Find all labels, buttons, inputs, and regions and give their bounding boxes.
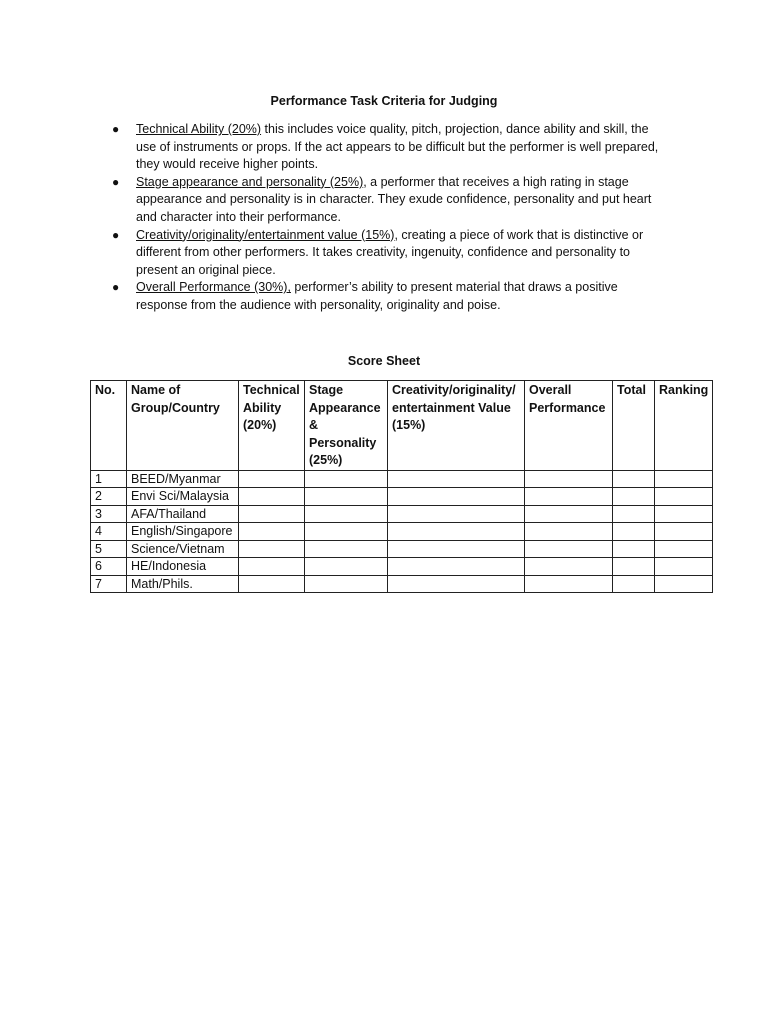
header-no (91, 381, 127, 471)
cell-total[interactable] (613, 470, 655, 488)
cell-technical[interactable] (239, 540, 305, 558)
cell-overall[interactable] (525, 558, 613, 576)
cell-overall[interactable] (525, 540, 613, 558)
criteria-text: this includes voice quality, pitch, projection, dance ability and skill, the use of instruments or props. If the act appears to be difficult but the performer is well prepared, they would receive higher points. (136, 122, 659, 172)
cell-no: 5 (91, 540, 127, 558)
cell-technical[interactable] (239, 470, 305, 488)
bullet-icon: ● (112, 174, 120, 189)
criteria-item (110, 174, 670, 227)
header-line: No. (95, 383, 116, 397)
cell-technical[interactable] (239, 523, 305, 541)
score-sheet-title: Score Sheet (347, 354, 421, 368)
cell-no: 6 (91, 558, 127, 576)
cell-total[interactable] (613, 505, 655, 523)
header-line: Performance (529, 400, 606, 415)
cell-overall[interactable] (525, 470, 613, 488)
header-line: Appearance (309, 400, 381, 415)
header-line: (25%) (309, 453, 343, 468)
cell-stage[interactable] (305, 470, 388, 488)
cell-total[interactable] (613, 575, 655, 593)
cell-creativity[interactable] (388, 575, 525, 593)
header-line: (15%) (392, 418, 426, 433)
cell-overall[interactable] (525, 488, 613, 506)
criteria-label: Technical Ability (20%) (136, 122, 262, 136)
header-line: Ability (243, 400, 282, 415)
cell-total[interactable] (613, 488, 655, 506)
header-line: Total (617, 383, 646, 397)
cell-no: 2 (91, 488, 127, 506)
cell-creativity[interactable] (388, 505, 525, 523)
cell-ranking[interactable] (655, 558, 713, 576)
cell-overall[interactable] (525, 523, 613, 541)
cell-no: 4 (91, 523, 127, 541)
cell-ranking[interactable] (655, 523, 713, 541)
table-header-row (91, 381, 713, 471)
cell-group: English/Singapore (127, 523, 239, 541)
cell-ranking[interactable] (655, 488, 713, 506)
cell-group: Science/Vietnam (127, 540, 239, 558)
header-line: entertainment Value (392, 400, 511, 415)
header-line: (20%) (243, 418, 277, 433)
table-row (91, 470, 713, 488)
cell-ranking[interactable] (655, 575, 713, 593)
cell-group: AFA/Thailand (127, 505, 239, 523)
criteria-item (110, 227, 670, 280)
criteria-item (110, 279, 670, 314)
table-row (91, 505, 713, 523)
cell-ranking[interactable] (655, 540, 713, 558)
score-sheet-table (90, 380, 713, 593)
header-ranking (655, 381, 713, 471)
header-line: Overall (529, 383, 572, 397)
cell-technical[interactable] (239, 488, 305, 506)
cell-stage[interactable] (305, 523, 388, 541)
header-stage (305, 381, 388, 471)
header-technical (239, 381, 305, 471)
cell-group: HE/Indonesia (127, 558, 239, 576)
header-line: Ranking (659, 383, 709, 397)
header-line: Technical (243, 383, 300, 397)
cell-creativity[interactable] (388, 470, 525, 488)
criteria-text: performer’s ability to present material that draws a positive response from the audience with personality, originality and poise. (136, 280, 618, 312)
bullet-icon: ● (112, 280, 120, 295)
cell-group: Math/Phils. (127, 575, 239, 593)
cell-technical[interactable] (239, 505, 305, 523)
cell-ranking[interactable] (655, 470, 713, 488)
criteria-label: Creativity/originality/entertainment value (15%), (136, 227, 398, 242)
header-line: & (309, 418, 319, 433)
cell-total[interactable] (613, 558, 655, 576)
table-row (91, 540, 713, 558)
cell-creativity[interactable] (388, 540, 525, 558)
cell-stage[interactable] (305, 488, 388, 506)
cell-stage[interactable] (305, 505, 388, 523)
cell-stage[interactable] (305, 575, 388, 593)
cell-stage[interactable] (305, 558, 388, 576)
criteria-text: , a performer that receives a high rating in stage appearance and personality is in character. They exude confidence, personality and put heart and character into their performance. (136, 174, 652, 224)
cell-group: BEED/Myanmar (127, 470, 239, 488)
cell-no: 1 (91, 470, 127, 488)
bullet-icon: ● (112, 122, 120, 136)
table-row (91, 488, 713, 506)
header-total (613, 381, 655, 471)
bullet-icon: ● (112, 227, 120, 242)
header-overall (525, 381, 613, 471)
cell-overall[interactable] (525, 575, 613, 593)
cell-no: 7 (91, 575, 127, 593)
cell-technical[interactable] (239, 558, 305, 576)
cell-no: 3 (91, 505, 127, 523)
table-row (91, 558, 713, 576)
header-line: Stage (309, 383, 344, 397)
cell-creativity[interactable] (388, 488, 525, 506)
cell-stage[interactable] (305, 540, 388, 558)
cell-overall[interactable] (525, 505, 613, 523)
cell-creativity[interactable] (388, 523, 525, 541)
criteria-label: Stage appearance and personality (25%) (136, 174, 364, 189)
cell-technical[interactable] (239, 575, 305, 593)
header-line: Personality (309, 435, 377, 450)
cell-group: Envi Sci/Malaysia (127, 488, 239, 506)
table-row (91, 575, 713, 593)
cell-total[interactable] (613, 540, 655, 558)
header-line: Name of (131, 383, 181, 397)
header-line: Group/Country (131, 400, 220, 415)
cell-creativity[interactable] (388, 558, 525, 576)
header-group (127, 381, 239, 471)
criteria-text: creating a piece of work that is distinctive or different from other performers. It takes creativity, ingenuity, confidence and personality to present an original piece. (136, 227, 644, 277)
page-title: Performance Task Criteria for Judging (270, 94, 498, 108)
cell-total[interactable] (613, 523, 655, 541)
table-row (91, 523, 713, 541)
header-creativity (388, 381, 525, 471)
criteria-label: Overall Performance (30%), (136, 280, 291, 295)
criteria-item (110, 121, 670, 174)
cell-ranking[interactable] (655, 505, 713, 523)
criteria-list (110, 121, 670, 315)
header-line: Creativity/originality/ (392, 383, 516, 397)
